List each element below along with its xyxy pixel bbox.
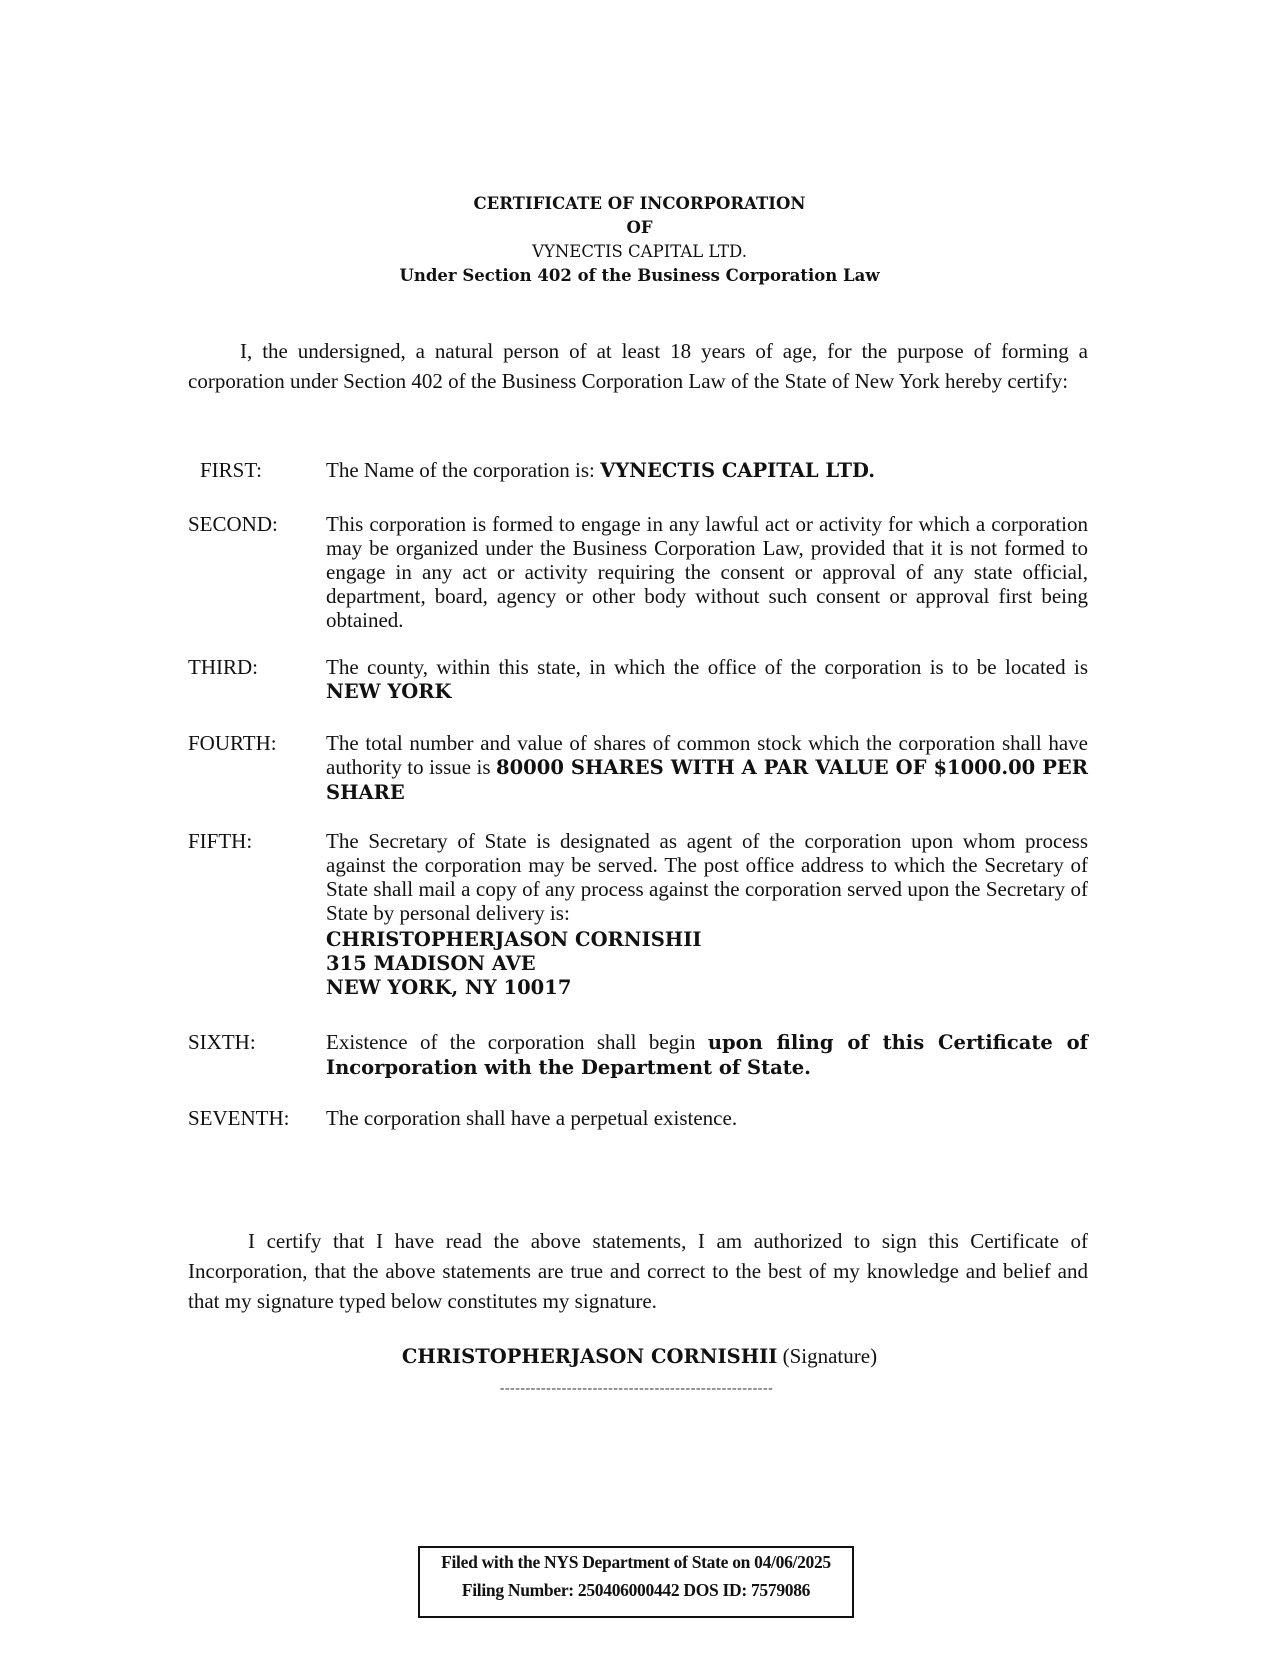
- article-label: FIFTH:: [188, 829, 253, 853]
- article-text: The Name of the corporation is:: [326, 458, 595, 482]
- address-name: CHRISTOPHERJASON CORNISHII: [326, 928, 702, 951]
- existence-start: upon filing of this Certificate of Incorporation with the Department of State.: [326, 1031, 1088, 1079]
- article-label: SIXTH:: [188, 1030, 256, 1054]
- corporation-name-heading: VYNECTIS CAPITAL LTD.: [532, 242, 747, 261]
- statute-subtitle: Under Section 402 of the Business Corporation Law: [399, 266, 880, 285]
- shares-value: 80000 SHARES WITH A PAR VALUE OF $1000.00 PER SHARE: [326, 756, 1088, 804]
- certification-paragraph: [188, 1226, 1088, 1316]
- article-body: [326, 655, 1088, 704]
- article-body: This corporation is formed to engage in any lawful act or activity for which a corporation may be organized under the Business Corporation Law, provided that it is not formed to engage in any act or activity requiring the consent or approval of any state official, department, board, agency or other body without such consent or approval first being obtained.: [326, 512, 1088, 632]
- address-city: NEW YORK, NY 10017: [326, 976, 572, 999]
- article-text: Existence of the corporation shall begin: [326, 1030, 696, 1054]
- corporation-name: VYNECTIS CAPITAL LTD.: [600, 459, 875, 482]
- article-label: FOURTH:: [188, 731, 277, 755]
- county-value: NEW YORK: [326, 680, 452, 703]
- article-text: The total number and value of shares of common stock which the corporation shall have authority to issue is: [326, 731, 1088, 779]
- article-body: [326, 458, 1088, 483]
- filing-number-line: Filing Number: 250406000442 DOS ID: 7579086: [461, 1580, 811, 1600]
- signer-name: CHRISTOPHERJASON CORNISHII: [401, 1345, 778, 1368]
- service-address: [326, 928, 1088, 1000]
- article-body: [326, 731, 1088, 805]
- filing-stamp: [418, 1546, 854, 1618]
- filing-date-line: Filed with the NYS Department of State on 04/06/2025: [441, 1552, 831, 1572]
- signature-label: (Signature): [782, 1344, 878, 1368]
- article-body: [326, 829, 1088, 1000]
- article-label: THIRD:: [188, 655, 258, 679]
- article-text: The Secretary of State is designated as agent of the corporation upon whom process against the corporation may be served. The post office address to which the Secretary of State shall mail a copy of any process against the corporation served upon the Secretary of State by personal delivery is:: [326, 829, 1088, 925]
- intro-text: I, the undersigned, a natural person of at least 18 years of age, for the purpose of forming a corporation under Section 402 of the Business Corporation Law of the State of New York hereby certify:: [188, 339, 1088, 393]
- article-label: SECOND:: [188, 512, 278, 536]
- article-text: The county, within this state, in which the office of the corporation is to be located is: [326, 655, 1088, 679]
- signature-block: [0, 1344, 1279, 1369]
- signature-line: -----------------------------------------------------: [499, 1381, 774, 1396]
- title: CERTIFICATE OF INCORPORATION: [473, 194, 806, 213]
- address-street: 315 MADISON AVE: [326, 952, 536, 975]
- article-label: SEVENTH:: [188, 1106, 290, 1130]
- certification-text: I certify that I have read the above statements, I am authorized to sign this Certificate of Incorporation, that the above statements are true and correct to the best of my knowledge and belief and that my signature typed below constitutes my signature.: [188, 1229, 1088, 1313]
- article-label: FIRST:: [200, 458, 262, 482]
- document-header: [0, 192, 1279, 288]
- article-body: The corporation shall have a perpetual existence.: [326, 1106, 738, 1130]
- intro-paragraph: [188, 336, 1088, 396]
- article-body: [326, 1030, 1088, 1080]
- title-of: OF: [626, 218, 653, 237]
